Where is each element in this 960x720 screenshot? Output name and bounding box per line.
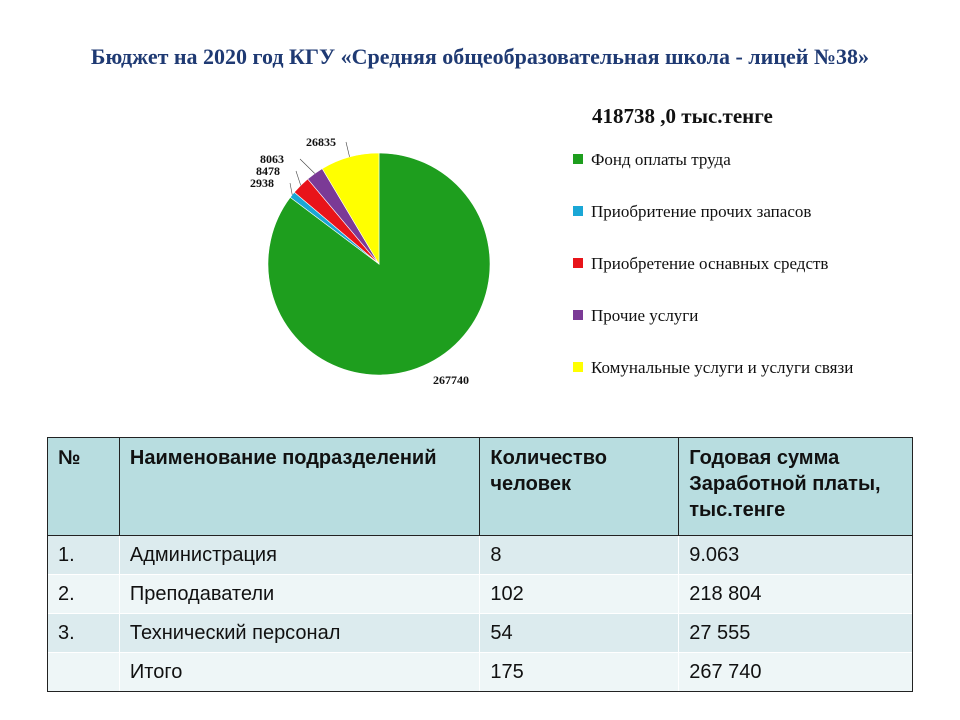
header-annual-salary: Годовая сумма Заработной платы, тыс.тенге (679, 438, 913, 536)
row-headcount: 8 (480, 536, 679, 575)
pie-data-label: 2938 (250, 176, 274, 190)
row-number: 3. (48, 614, 120, 653)
legend-label: Комунальные услуги и услуги связи (591, 358, 854, 377)
row-salary: 218 804 (679, 575, 913, 614)
legend-swatch (573, 310, 583, 320)
legend-label: Приобритение прочих запасов (591, 202, 812, 221)
pie-leader-line (296, 171, 301, 185)
table-header-row (48, 438, 913, 536)
pie-data-label: 8478 (256, 164, 280, 178)
header-number: № (48, 438, 120, 536)
row-department: Технический персонал (119, 614, 479, 653)
table-row (48, 575, 913, 614)
staff-salary-table (47, 437, 913, 692)
page-title: Бюджет на 2020 год КГУ «Средняя общеобразовательная школа - лицей №38» (90, 44, 870, 69)
table-row (48, 536, 913, 575)
pie-chart (240, 125, 540, 395)
legend-swatch (573, 362, 583, 372)
row-salary: 27 555 (679, 614, 913, 653)
legend-swatch (573, 154, 583, 164)
pie-data-label: 26835 (306, 135, 336, 149)
legend-label: Фонд оплаты труда (591, 150, 731, 169)
row-headcount: 175 (480, 653, 679, 692)
legend-label: Прочие услуги (591, 306, 699, 325)
pie-data-label: 267740 (433, 373, 469, 387)
pie-data-label: 8063 (260, 152, 284, 166)
legend-item-payroll (573, 150, 731, 170)
row-department: Итого (119, 653, 479, 692)
row-headcount: 102 (480, 575, 679, 614)
row-department: Преподаватели (119, 575, 479, 614)
header-headcount: Количество человек (480, 438, 679, 536)
row-number (48, 653, 120, 692)
legend-label: Приобретение оснавных средств (591, 254, 829, 273)
pie-leader-line (290, 183, 292, 195)
row-number: 2. (48, 575, 120, 614)
legend-item-supplies (573, 202, 811, 222)
header-department: Наименование подразделений (119, 438, 479, 536)
pie-leader-line (346, 142, 350, 157)
table-row (48, 614, 913, 653)
legend-swatch (573, 206, 583, 216)
budget-total: 418738 ,0 тыс.тенге (592, 104, 773, 128)
table-row-total (48, 653, 913, 692)
row-number: 1. (48, 536, 120, 575)
legend-item-utilities (573, 358, 853, 378)
row-department: Администрация (119, 536, 479, 575)
legend-swatch (573, 258, 583, 268)
pie-leader-line (300, 159, 315, 174)
row-salary: 267 740 (679, 653, 913, 692)
legend-item-fixed-assets (573, 254, 828, 274)
row-headcount: 54 (480, 614, 679, 653)
legend-item-other-services (573, 306, 698, 326)
row-salary: 9.063 (679, 536, 913, 575)
